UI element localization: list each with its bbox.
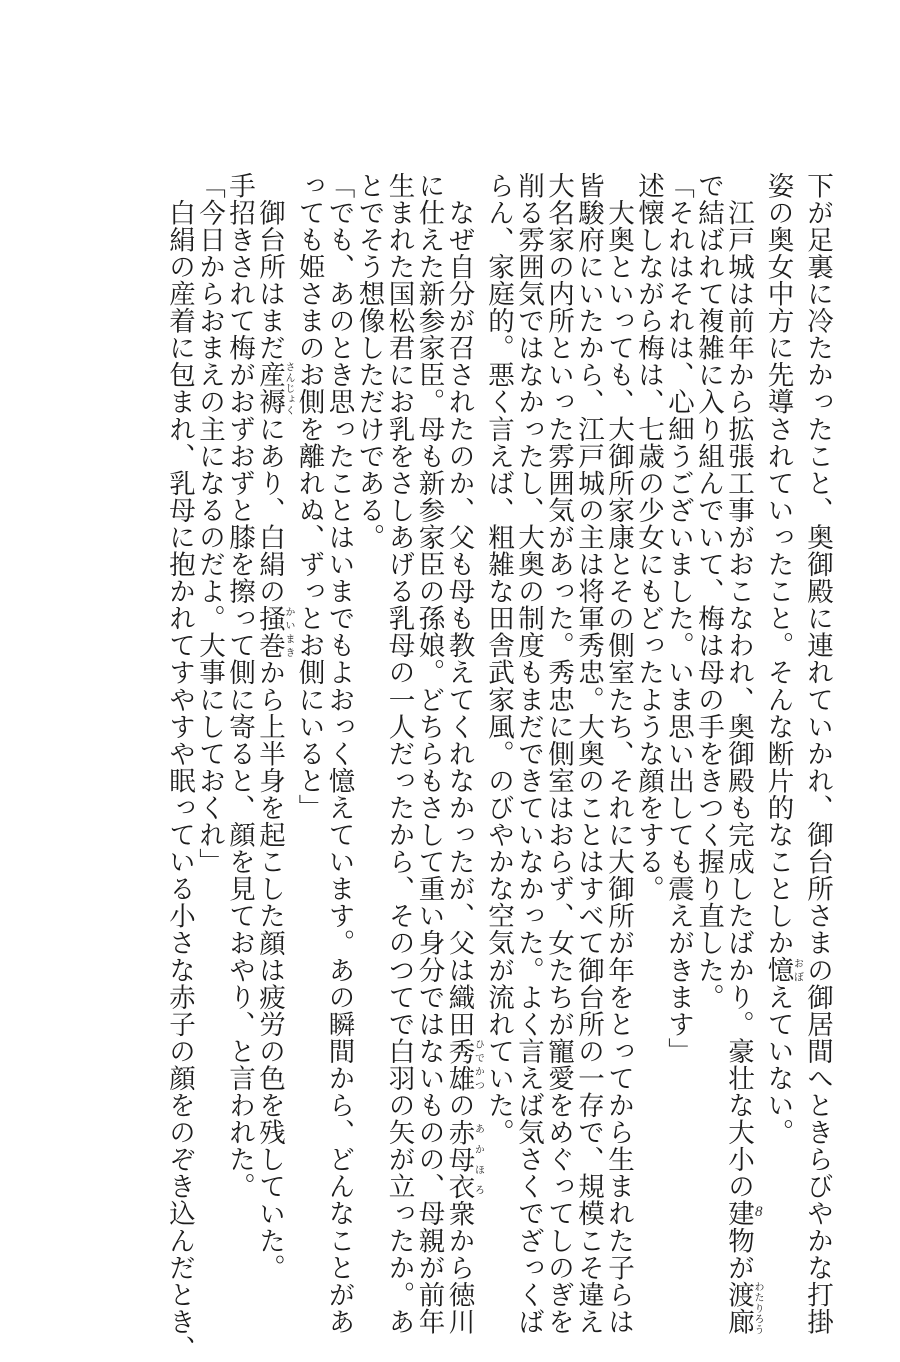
ruby-annotation: 秀雄ひでかつ <box>443 1037 484 1092</box>
text-segment: らん、家庭的。悪く言えば、粗雑な田舎武家風。のびやかな空気が流れていた。 <box>483 172 514 1146</box>
text-segment: 皆駿府にいたから、江戸城の主は将軍秀忠。大奥のことはすべて御台所の一存で、規模こそ違え <box>573 172 604 1336</box>
text-line <box>663 172 693 1262</box>
text-line <box>164 172 195 1362</box>
text-segment: 「今日からおまえの主になるのだよ。大事にしておくれ」 <box>194 172 225 876</box>
text-line <box>354 172 384 1262</box>
text-line <box>294 172 324 1262</box>
text-line <box>413 172 445 1336</box>
page-number: 8 <box>755 1204 763 1220</box>
text-line <box>483 172 513 1262</box>
text-line <box>603 172 634 1336</box>
ruby-annotation: 赤母衣あかほろ <box>443 1118 484 1200</box>
text-segment: 「それはそれは、心細うございました。いま思い出しても震えがきます」 <box>663 172 694 1065</box>
text-line <box>693 172 723 1262</box>
ruby-annotation: 掻巻かいまき <box>254 604 294 659</box>
text-segment: なぜ自分が召されたのか、父も母も教えてくれなかったが、父は織田 <box>443 172 475 1038</box>
text-segment: えていない。 <box>762 983 794 1146</box>
text-segment: 江戸城は前年から拡張工事がおこなわれ、奥御殿も完成したばかり。豪壮な大小の建物が <box>723 172 754 1282</box>
text-segment: とでそう想像しただけである。 <box>353 172 385 551</box>
text-line <box>254 172 294 1282</box>
vertical-body-text <box>62 172 833 1362</box>
text-segment: 「でも、あのとき思ったことはいまでもよおっく憶えています。あの瞬間から、どんなことがあ <box>323 172 355 1336</box>
ruby-annotation: 憶おぼ <box>762 956 803 984</box>
text-segment: 述懐しながら梅は、七歳の少女にもどったような顔をする。 <box>633 172 664 903</box>
ruby-reading: ひでかつ <box>472 1037 484 1092</box>
text-segment: の <box>443 1091 475 1119</box>
text-line <box>543 172 574 1336</box>
text-segment: 衆から徳川 <box>443 1199 475 1336</box>
text-segment: 姿の奥女中方に先導されていったこと。そんな断片的なことしか <box>762 172 794 957</box>
ruby-reading: あかほろ <box>472 1118 484 1200</box>
ruby-reading: さんじょく <box>283 361 294 416</box>
text-line <box>194 172 224 1262</box>
text-segment: 御台所はまだ <box>254 172 285 362</box>
text-segment: 大奥といっても、大御所家康とその側室たち、それに大御所が年をとってから生まれた子らは <box>603 172 634 1336</box>
text-segment: で結ばれて複雑に入り組んでいて、梅は母の手をきつく握り直した。 <box>693 172 724 1011</box>
text-line <box>443 172 484 1336</box>
text-segment: 生まれた国松君にお乳をさしあげる乳母の一人だったから、そのつてで白羽の矢が立ったか。あ <box>383 172 415 1336</box>
text-line <box>633 172 663 1262</box>
text-segment: から上半身を起こした顔は疲労の色を残していた。 <box>254 658 285 1282</box>
text-segment: 下が足裏に冷たかったこと、奥御殿に連れていかれ、御台所さまの御居間へときらびやかな打掛 <box>802 172 833 1336</box>
ruby-reading: わたりろう <box>752 1281 763 1336</box>
text-segment: 白絹の産着に包まれ、乳母に抱かれてすやすや眠っている小さな赤子の顔をのぞき込んだとき、 <box>164 172 195 1362</box>
ruby-annotation: 産褥さんじょく <box>254 361 294 416</box>
text-segment: っても姫さまのお側を離れぬ、ずっとお側にいると」 <box>293 172 325 822</box>
text-line <box>573 172 604 1336</box>
text-line <box>723 172 763 1336</box>
text-segment: 手招きされて梅がおずおずと膝を擦って側に寄ると、顔を見ておやり、と言われた。 <box>224 172 255 1200</box>
ruby-reading: おぼ <box>791 956 803 984</box>
ruby-annotation: 渡廊わたりろう <box>723 1281 763 1336</box>
text-line <box>513 172 544 1336</box>
text-segment: 削る雰囲気ではなかったし、大奥の制度もまだできていなかった。よく言えば気さくでざっくば <box>513 172 544 1336</box>
text-line <box>224 172 254 1262</box>
text-segment: 大名家の内所といった雰囲気があった。秀忠に側室はおらず、女たちが寵愛をめぐってしのぎを <box>543 172 574 1336</box>
text-line <box>802 172 833 1336</box>
text-line <box>323 172 355 1336</box>
text-segment: にあり、白絹の <box>254 415 285 605</box>
text-line <box>763 172 803 1262</box>
text-segment: に仕えた新参家臣。母も新参家臣の孫娘。どちらもさして重い身分ではないものの、母親が前年 <box>413 172 445 1336</box>
ruby-reading: かいまき <box>283 604 294 659</box>
text-line <box>383 172 415 1336</box>
